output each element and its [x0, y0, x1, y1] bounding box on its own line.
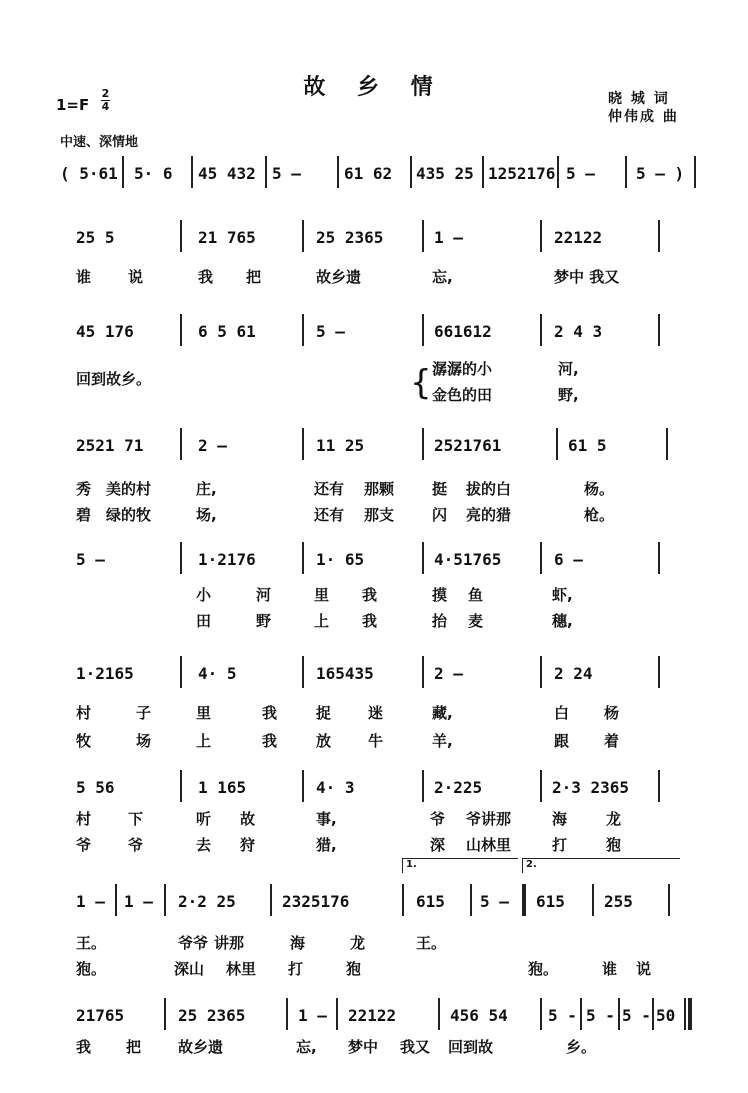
lyric-line — [0, 360, 748, 404]
lyric: 梦中 — [348, 1038, 379, 1056]
measure: 1 – — [434, 228, 463, 247]
barline — [666, 428, 668, 460]
lyric: 场 — [136, 732, 152, 750]
barline — [625, 156, 627, 188]
measure: 45 176 — [76, 322, 134, 341]
lyric: 上 — [314, 612, 330, 630]
lyric: 亮的猎 — [466, 506, 512, 524]
barline — [438, 998, 440, 1030]
key-signature: 1=F — [56, 96, 90, 114]
lyric: 子 — [136, 704, 152, 722]
final-barline — [694, 156, 696, 188]
barline — [302, 314, 304, 346]
barline — [540, 314, 542, 346]
lyric: 我 — [262, 704, 278, 722]
barline — [422, 314, 424, 346]
staff-row — [0, 778, 748, 802]
staff-row — [0, 664, 748, 688]
barline — [540, 656, 542, 688]
measure: 1 – — [124, 892, 153, 911]
measure: 22122 — [348, 1006, 397, 1025]
lyric: 狍。 — [528, 960, 559, 978]
barline — [286, 998, 288, 1030]
lyric: 狍。 — [76, 960, 107, 978]
lyric-line — [0, 958, 748, 982]
lyric: 猎, — [316, 836, 337, 854]
lyric: 我 — [76, 1038, 92, 1056]
measure: ( 5·61 — [60, 164, 118, 183]
song-title: 故 乡 情 — [303, 75, 445, 100]
barline — [652, 998, 654, 1030]
measure: 5 56 — [76, 778, 115, 797]
lyric: 爷爷 — [178, 934, 209, 952]
lyric: 鱼 — [468, 586, 484, 604]
measure: 61 62 — [344, 164, 393, 183]
lyric: 里 — [314, 586, 330, 604]
lyric-line — [0, 584, 748, 608]
lyric: 穗, — [552, 612, 573, 630]
barline — [668, 884, 670, 916]
lyric: 麦 — [468, 612, 484, 630]
lyric: 藏, — [432, 704, 453, 722]
lyric: 虾, — [552, 586, 573, 604]
barline — [422, 220, 424, 252]
tempo-marking: 中速、深情地 — [60, 135, 139, 150]
measure: 2 24 — [554, 664, 593, 683]
barline — [191, 156, 193, 188]
lyric-line — [0, 1036, 748, 1060]
time-signature-bottom: 4 — [101, 100, 110, 113]
staff-row — [0, 436, 748, 460]
measure: 1·2165 — [76, 664, 134, 683]
measure: 11 25 — [316, 436, 365, 455]
barline — [180, 542, 182, 574]
measure: 5 - — [586, 1006, 615, 1025]
barline — [422, 770, 424, 802]
measure: 2 4 3 — [554, 322, 603, 341]
measure: 25 2365 — [316, 228, 384, 247]
measure: 1·2176 — [198, 550, 256, 569]
measure: 5 – — [272, 164, 301, 183]
lyric: 打 — [288, 960, 304, 978]
staff-row — [0, 164, 748, 188]
lyric: 潺潺的小 — [432, 360, 493, 378]
lyric: 闪 — [432, 506, 448, 524]
lyric: 谁 — [602, 960, 618, 978]
lyric-line — [0, 478, 748, 502]
barline — [422, 428, 424, 460]
measure: 165435 — [316, 664, 374, 683]
lyric: 羊, — [432, 732, 453, 750]
staff-row — [0, 228, 748, 252]
measure: 2521 71 — [76, 436, 144, 455]
measure: 22122 — [554, 228, 603, 247]
lyric: 我 — [362, 586, 378, 604]
lyric: 野 — [256, 612, 272, 630]
lyric: 里 — [196, 704, 212, 722]
lyric: 那颗 — [364, 480, 395, 498]
measure: 2325176 — [282, 892, 350, 911]
measure: 2 – — [198, 436, 227, 455]
time-signature — [101, 88, 110, 113]
barline — [557, 156, 559, 188]
volta-2: 2. — [522, 858, 680, 873]
lyric: 捉 — [316, 704, 332, 722]
lyric: 把 — [126, 1038, 142, 1056]
barline — [540, 998, 542, 1030]
measure: 1 – — [298, 1006, 327, 1025]
lyric: 还有 — [314, 480, 345, 498]
lyric: 梦中 我又 — [554, 268, 620, 286]
lyric: 那支 — [364, 506, 395, 524]
barline — [402, 884, 404, 916]
lyric-line — [0, 504, 748, 528]
barline — [122, 156, 124, 188]
composer-credit: 仲伟成 曲 — [608, 109, 679, 125]
lyric-line — [0, 266, 748, 290]
barline — [180, 220, 182, 252]
lyric: 去 — [196, 836, 212, 854]
barline — [540, 220, 542, 252]
barline — [658, 314, 660, 346]
barline — [658, 656, 660, 688]
measure: 1252176 — [488, 164, 556, 183]
measure: 61 5 — [568, 436, 607, 455]
lyric: 海 — [552, 810, 568, 828]
measure: 25 5 — [76, 228, 115, 247]
measure: 2·3 2365 — [552, 778, 630, 797]
staff-row — [0, 892, 748, 916]
lyric: 把 — [246, 268, 262, 286]
barline — [180, 428, 182, 460]
measure: 6 5 61 — [198, 322, 256, 341]
lyric-line — [0, 730, 748, 754]
measure: 4·51765 — [434, 550, 502, 569]
barline — [337, 156, 339, 188]
measure: 5 – — [76, 550, 105, 569]
lyric: 故 — [240, 810, 256, 828]
measure: 5 – — [316, 322, 345, 341]
measure: 255 — [604, 892, 633, 911]
measure: 615 — [536, 892, 565, 911]
barline — [265, 156, 267, 188]
lyric: 我又 — [400, 1038, 431, 1056]
measure: 456 54 — [450, 1006, 508, 1025]
lyric: 讲那 — [214, 934, 245, 952]
measure: 1· 65 — [316, 550, 365, 569]
barline — [556, 428, 558, 460]
lyric: 说 — [128, 268, 144, 286]
lyric: 小 — [196, 586, 212, 604]
measure: 435 25 — [416, 164, 474, 183]
lyric: 拔的白 — [466, 480, 512, 498]
lyric: 放 — [316, 732, 332, 750]
verse-brace: { — [410, 363, 432, 403]
measure: 21765 — [76, 1006, 125, 1025]
barline — [658, 770, 660, 802]
measure: 5 – — [566, 164, 595, 183]
lyric: 白 — [554, 704, 570, 722]
lyric-line — [0, 808, 748, 832]
measure: 1 – — [76, 892, 105, 911]
barline — [580, 998, 582, 1030]
lyric: 爷 — [128, 836, 144, 854]
lyric: 我 — [362, 612, 378, 630]
lyric: 回到故乡。 — [76, 370, 152, 388]
measure: 5 - — [548, 1006, 577, 1025]
lyric: 牛 — [368, 732, 384, 750]
lyric: 抬 — [432, 612, 448, 630]
lyric: 狍 — [346, 960, 362, 978]
lyric: 爷 — [430, 810, 446, 828]
barline — [302, 542, 304, 574]
lyric: 着 — [604, 732, 620, 750]
measure: 50 — [656, 1006, 676, 1025]
barline — [302, 656, 304, 688]
measure: 45 432 — [198, 164, 256, 183]
volta-1: 1. — [402, 858, 518, 873]
barline — [422, 542, 424, 574]
lyric: 场, — [196, 506, 217, 524]
lyric: 故乡遗 — [316, 268, 362, 286]
measure: 2·225 — [434, 778, 483, 797]
measure: 21 765 — [198, 228, 256, 247]
measure: 661612 — [434, 322, 492, 341]
lyric: 牧 — [76, 732, 92, 750]
barline — [180, 770, 182, 802]
barline — [618, 998, 620, 1030]
lyric: 田 — [196, 612, 212, 630]
lyric: 还有 — [314, 506, 345, 524]
lyric: 我 — [262, 732, 278, 750]
repeat-barline — [522, 884, 526, 916]
lyric: 海 — [290, 934, 306, 952]
lyric-line — [0, 932, 748, 956]
lyric: 忘, — [296, 1038, 317, 1056]
lyric: 枪。 — [584, 506, 615, 524]
measure: 2521761 — [434, 436, 502, 455]
lyric: 山林里 — [466, 836, 512, 854]
staff-row — [0, 1006, 748, 1030]
measure: 2 – — [434, 664, 463, 683]
lyric: 王。 — [416, 934, 447, 952]
measure: 5 - — [622, 1006, 651, 1025]
lyric: 迷 — [368, 704, 384, 722]
lyric: 龙 — [606, 810, 622, 828]
lyric: 挺 — [432, 480, 448, 498]
measure: 5 – ) — [636, 164, 685, 183]
lyric: 跟 — [554, 732, 570, 750]
lyric: 爷讲那 — [466, 810, 512, 828]
lyric: 摸 — [432, 586, 448, 604]
lyric: 野, — [558, 386, 579, 404]
lyric: 谁 — [76, 268, 92, 286]
lyric: 忘, — [432, 268, 453, 286]
staff-row — [0, 322, 748, 346]
barline — [658, 220, 660, 252]
measure: 6 – — [554, 550, 583, 569]
lyric-line — [0, 702, 748, 726]
lyricist-credit: 晓 城 词 — [608, 91, 670, 107]
staff-row — [0, 550, 748, 574]
barline — [164, 884, 166, 916]
lyric: 村 — [76, 810, 92, 828]
barline — [180, 656, 182, 688]
final-barline — [688, 998, 692, 1030]
lyric: 上 — [196, 732, 212, 750]
lyric: 打 — [552, 836, 568, 854]
lyric: 林里 — [226, 960, 257, 978]
lyric: 河 — [256, 586, 272, 604]
lyric: 狍 — [606, 836, 622, 854]
lyric: 河, — [558, 360, 579, 378]
barline — [482, 156, 484, 188]
lyric: 故乡遗 — [178, 1038, 224, 1056]
lyric: 美的村 — [106, 480, 152, 498]
lyric: 深山 — [174, 960, 205, 978]
lyric: 碧 — [76, 506, 92, 524]
barline — [658, 542, 660, 574]
barline — [164, 998, 166, 1030]
measure: 4· 3 — [316, 778, 355, 797]
lyric: 龙 — [350, 934, 366, 952]
lyric: 绿的牧 — [106, 506, 152, 524]
lyric: 村 — [76, 704, 92, 722]
barline — [410, 156, 412, 188]
barline — [270, 884, 272, 916]
lyric: 下 — [128, 810, 144, 828]
measure: 5· 6 — [134, 164, 173, 183]
lyric: 秀 — [76, 480, 92, 498]
barline — [302, 770, 304, 802]
measure: 2·2 25 — [178, 892, 236, 911]
lyric: 我 — [198, 268, 214, 286]
lyric-line — [0, 834, 748, 858]
lyric: 深 — [430, 836, 446, 854]
barline — [540, 542, 542, 574]
barline — [302, 220, 304, 252]
barline — [302, 428, 304, 460]
measure: 1 165 — [198, 778, 247, 797]
barline — [540, 770, 542, 802]
barline — [115, 884, 117, 916]
lyric: 爷 — [76, 836, 92, 854]
lyric: 金色的田 — [432, 386, 493, 404]
measure: 25 2365 — [178, 1006, 246, 1025]
barline — [336, 998, 338, 1030]
lyric: 杨 — [604, 704, 620, 722]
barline — [422, 656, 424, 688]
lyric: 回到故 — [448, 1038, 494, 1056]
lyric: 乡。 — [566, 1038, 597, 1056]
lyric: 王。 — [76, 934, 107, 952]
lyric: 说 — [636, 960, 652, 978]
barline — [684, 998, 686, 1030]
lyric: 事, — [316, 810, 337, 828]
measure: 4· 5 — [198, 664, 237, 683]
lyric-line — [0, 610, 748, 634]
barline — [592, 884, 594, 916]
time-signature-top: 2 — [101, 87, 110, 100]
lyric: 杨。 — [584, 480, 615, 498]
measure: 5 – — [480, 892, 509, 911]
barline — [470, 884, 472, 916]
lyric: 听 — [196, 810, 212, 828]
barline — [180, 314, 182, 346]
lyric: 狩 — [240, 836, 256, 854]
lyric: 庄, — [196, 480, 217, 498]
measure: 615 — [416, 892, 445, 911]
